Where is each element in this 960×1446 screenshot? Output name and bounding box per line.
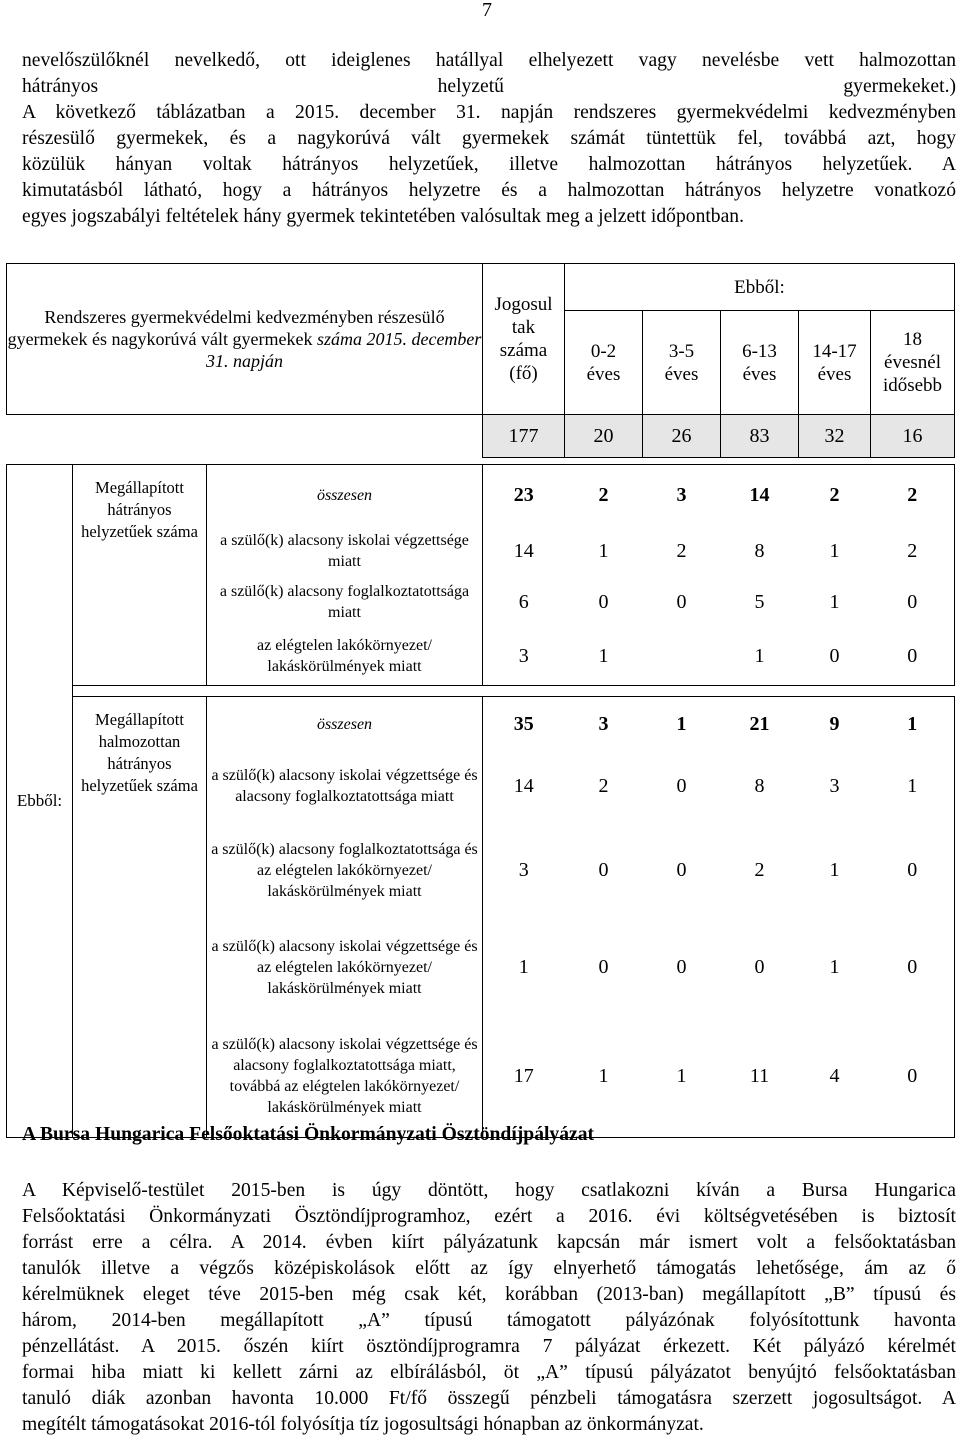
cell-value: 3	[565, 697, 643, 752]
reason-label: az elégtelen lakókörnyezet/ lakáskörülmények miatt	[207, 627, 483, 686]
cell-value: 0	[871, 821, 955, 919]
cell-value: 0	[598, 590, 609, 613]
reason-label: a szülő(k) alacsony iskolai végzettsége és alacsony foglalkoztatottsága miatt, továbbá az elégtelen lakókörnyezet/ lakáskörülmények miatt	[207, 1015, 483, 1138]
text-line: kérelmüknek eleget téve 2015-ben még csak két, korábban (2013-ban) megállapított „B” típusú és	[22, 1284, 956, 1305]
group-label: Megállapított halmozottan hátrányos helyzetűek száma	[73, 697, 207, 1138]
cell-value: 0	[676, 858, 687, 881]
cell-value: 2	[799, 465, 871, 526]
cell-value: 1	[565, 1015, 643, 1138]
cell-value: 11	[721, 1015, 799, 1138]
cell-value: 3	[643, 465, 721, 526]
cell-value: 14	[483, 751, 565, 821]
group-label: Megállapított hátrányos helyzetűek száma	[73, 465, 207, 686]
bursa-paragraph	[22, 1178, 956, 1438]
table-row	[7, 697, 955, 752]
text-line: pénzellátást. A 2015. őszén kiírt ösztöndíjprogramra 7 pályázat érkezett. Két pályázó kérelmét	[22, 1336, 956, 1357]
header-age-col: 14-17 éves	[799, 311, 871, 415]
header-total-row	[7, 415, 955, 458]
text-line: tanuló diák azonban havonta 10.000 Ft/fő összegű pénzbeli támogatásra szerzett jogosultságot. A	[22, 1388, 956, 1409]
cell-value: 1	[871, 751, 955, 821]
text-line: nevelőszülőknél nevelkedő, ott ideiglenes hatállyal elhelyezett vagy nevelésbe vett halmozottan	[22, 50, 956, 71]
text-line: hátrányos helyzetű gyermekeket.)	[22, 76, 956, 97]
cell-value: 1	[643, 1015, 721, 1138]
cell-value: 6	[483, 577, 565, 627]
cell-value: 1	[483, 919, 565, 1015]
cell-value: 1	[598, 539, 609, 562]
cell-value: 1	[871, 697, 955, 752]
cell-value: 1	[643, 697, 721, 752]
header-age-col: 18 évesnél idősebb	[871, 311, 955, 415]
cell-value: 0	[871, 1015, 955, 1138]
text-line: A következő táblázatban a 2015. december 31. napján rendszeres gyermekvédelmi kedvezményben	[22, 102, 956, 123]
group-gap	[7, 686, 955, 697]
statistics-table	[6, 263, 955, 1138]
table-row	[7, 465, 955, 526]
cell-value: 3	[483, 627, 565, 686]
header-ebbol: Ebből:	[565, 264, 955, 311]
header-blank	[7, 415, 483, 458]
cell-value: 8	[754, 539, 765, 562]
header-total-value: 16	[871, 415, 955, 458]
cell-value	[643, 627, 721, 686]
cell-value: 0	[598, 858, 609, 881]
cell-value: 8	[754, 774, 765, 797]
reason-label: összesen	[207, 465, 483, 526]
text-line: egyes jogszabályi feltételek hány gyermek tekintetében valósultak meg a jelzett időpontban.	[22, 206, 744, 227]
header-total-value: 20	[565, 415, 643, 458]
cell-value: 5	[754, 590, 765, 613]
cell-value: 0	[799, 627, 871, 686]
cell-value: 0	[754, 955, 765, 978]
text-line: formai hiba miatt ki kellett zárni az elbírálásból, öt „A” típusú pályázatot benyújtó felsőoktatásban	[22, 1362, 956, 1383]
cell-value: 35	[483, 697, 565, 752]
header-total-value: 83	[721, 415, 799, 458]
page-number: 7	[482, 0, 492, 21]
outer-label: Ebből:	[7, 465, 73, 1138]
cell-value: 2	[598, 774, 609, 797]
intro-paragraph	[22, 48, 956, 230]
cell-value: 21	[721, 697, 799, 752]
cell-value: 1	[829, 539, 840, 562]
cell-value: 1	[721, 627, 799, 686]
cell-value: 0	[598, 955, 609, 978]
text-line: Felsőoktatási Önkormányzati Ösztöndíjprogramhoz, ezért a 2016. évi költségvetésében is biztosít	[22, 1206, 956, 1227]
text-line: közülük hányan voltak hátrányos helyzetűek, illetve halmozottan hátrányos helyzetűek. A	[22, 154, 956, 175]
cell-value: 0	[871, 577, 955, 627]
cell-value: 0	[871, 627, 955, 686]
cell-value: 0	[676, 590, 687, 613]
header-title-date: száma 2015. december 31. napján	[205, 329, 482, 371]
header-age-col: 0-2 éves	[565, 311, 643, 415]
reason-label: összesen	[207, 697, 483, 752]
cell-value: 1	[829, 590, 840, 613]
cell-value: 3	[829, 774, 840, 797]
text-line: három, 2014-ben megállapított „A” típusú támogatott pályázónak folyósítottunk havonta	[22, 1310, 956, 1331]
table-gap	[7, 458, 955, 465]
cell-value: 0	[871, 919, 955, 1015]
reason-label: a szülő(k) alacsony iskolai végzettsége és az elégtelen lakókörnyezet/ lakáskörülmények miatt	[207, 919, 483, 1015]
cell-value: 14	[483, 525, 565, 577]
cell-value: 17	[483, 1015, 565, 1138]
text-line: részesülő gyermekek, és a nagykorúvá vált gyermekek számát tüntettük fel, továbbá azt, hogy	[22, 128, 956, 149]
cell-value: 2	[871, 525, 955, 577]
header-age-col: 6-13 éves	[721, 311, 799, 415]
header-title-plain: Rendszeres gyermekvédelmi kedvezményben részesülő gyermekek és nagykorúvá vált gyermekek	[7, 307, 445, 349]
header-age-col: 3-5 éves	[643, 311, 721, 415]
cell-value: 1	[829, 955, 840, 978]
cell-value: 0	[676, 955, 687, 978]
reason-label: a szülő(k) alacsony iskolai végzettsége miatt	[207, 525, 483, 577]
cell-value: 4	[799, 1015, 871, 1138]
cell-value: 1	[565, 627, 643, 686]
cell-value: 2	[871, 465, 955, 526]
header-total-value: 32	[799, 415, 871, 458]
cell-value: 9	[799, 697, 871, 752]
header-total-col: Jogosul tak száma (fő)	[483, 264, 565, 415]
text-line: A Képviselő-testület 2015-ben is úgy döntött, hogy csatlakozni kíván a Bursa Hungarica	[22, 1180, 956, 1201]
text-line: kimutatásból látható, hogy a hátrányos helyzetre és a halmozottan hátrányos helyzetre vonatkozó	[22, 180, 956, 201]
cell-value: 0	[676, 774, 687, 797]
cell-value: 23	[483, 465, 565, 526]
cell-value: 14	[721, 465, 799, 526]
cell-value: 2	[676, 539, 687, 562]
reason-label: a szülő(k) alacsony foglalkoztatottsága miatt	[207, 577, 483, 627]
cell-value: 2	[754, 858, 765, 881]
cell-value: 1	[829, 858, 840, 881]
reason-label: a szülő(k) alacsony foglalkoztatottsága és az elégtelen lakókörnyezet/ lakáskörülmények miatt	[207, 821, 483, 919]
text-line: megítélt támogatásokat 2016-tól folyósítja tíz jogosultsági hónapban az önkormányzat.	[22, 1414, 704, 1435]
reason-label: a szülő(k) alacsony iskolai végzettsége és alacsony foglalkoztatottsága miatt	[207, 751, 483, 821]
cell-value: 2	[565, 465, 643, 526]
cell-value: 3	[483, 821, 565, 919]
header-total-value: 177	[483, 415, 565, 458]
text-line: tanulók illetve a végzős középiskolások előtt az így elnyerhető támogatás lehetősége, ám az ő	[22, 1258, 956, 1279]
text-line: forrást erre a célra. A 2014. évben kiírt pályázatunk kapcsán már ismert volt a felsőoktatásban	[22, 1232, 956, 1253]
header-title	[7, 264, 483, 415]
header-row	[7, 264, 955, 311]
section-title: A Bursa Hungarica Felsőoktatási Önkormányzati Ösztöndíjpályázat	[22, 1124, 595, 1145]
header-total-value: 26	[643, 415, 721, 458]
